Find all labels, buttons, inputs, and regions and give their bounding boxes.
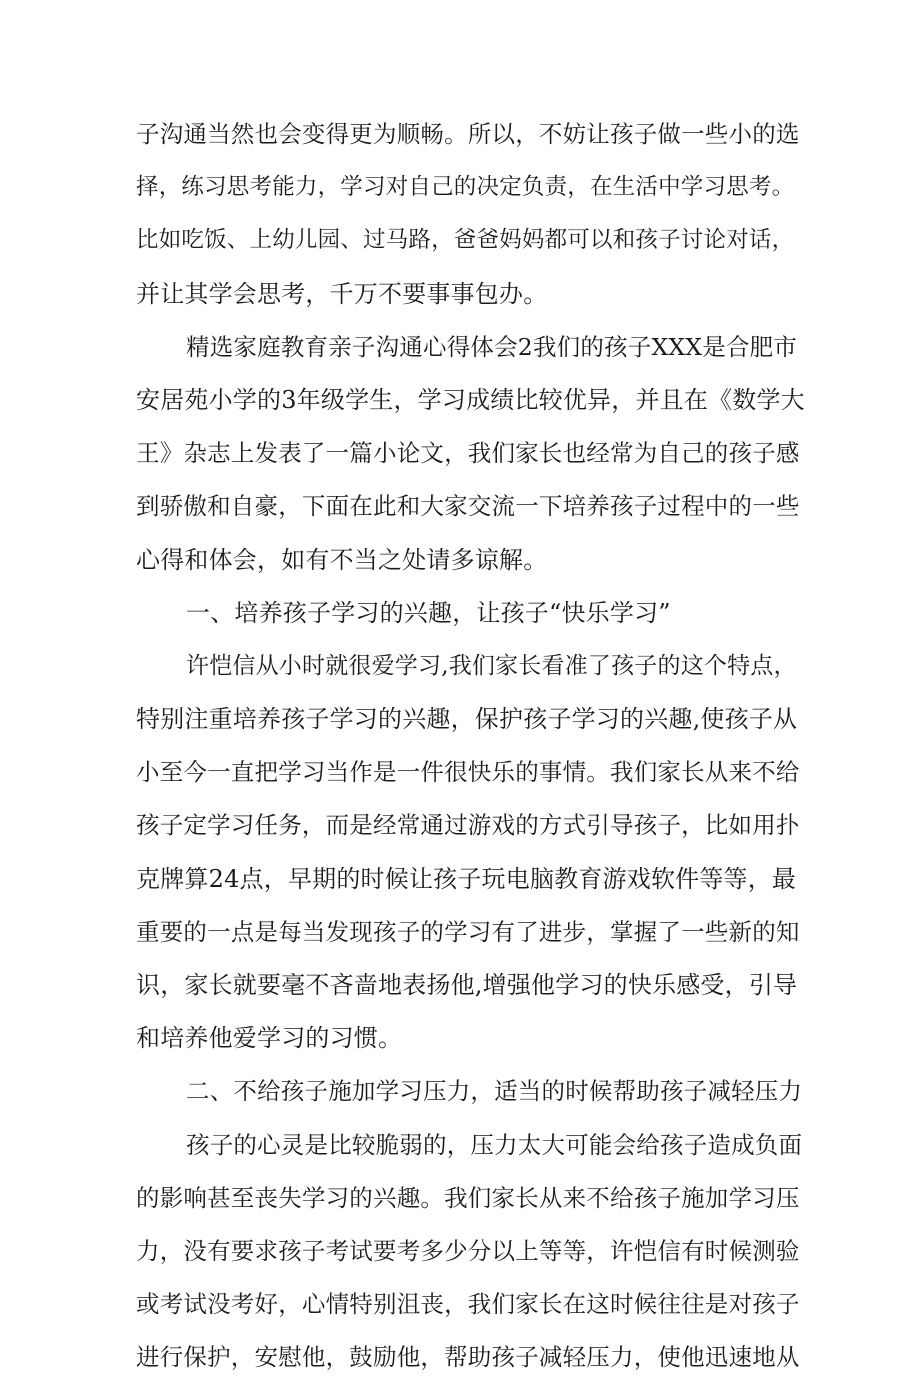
document-body xyxy=(136,108,808,1385)
text-line: 到骄傲和自豪，下面在此和大家交流一下培养孩子过程中的一些 xyxy=(136,492,800,521)
text-line: 识，家长就要毫不吝啬地表扬他,增强他学习的快乐感受，引导 xyxy=(136,971,798,999)
text-line: 心得和体会，如有不当之处请多谅解。 xyxy=(136,545,548,574)
text-line: 许恺信从小时就很爱学习,我们家长看准了孩子的这个特点， xyxy=(186,652,797,679)
text-line: 并让其学会思考，千万不要事事包办。 xyxy=(136,279,548,308)
text-line: 进行保护，安慰他，鼓励他，帮助孩子减轻压力，使他迅速地从 xyxy=(136,1343,800,1372)
text-line: 克牌算24点，早期的时候让孩子玩电脑教育游戏软件等等，最 xyxy=(136,864,797,893)
text-line: 小至今一直把学习当作是一件很快乐的事情。我们家长从来不给 xyxy=(136,758,800,787)
text-line: 或考试没考好，心情特别沮丧，我们家长在这时候往往是对孩子 xyxy=(136,1290,800,1319)
text-line: 一、培养孩子学习的兴趣，让孩子“快乐学习” xyxy=(186,598,671,627)
text-line: 特别注重培养孩子学习的兴趣，保护孩子学习的兴趣,使孩子从 xyxy=(136,705,798,734)
text-line: 安居苑小学的3年级学生，学习成绩比较优异，并且在《数学大 xyxy=(136,385,805,414)
text-line: 王》杂志上发表了一篇小论文，我们家长也经常为自己的孩子感 xyxy=(136,439,800,468)
text-line: 精选家庭教育亲子沟通心得体会2我们的孩子XXX是合肥市 xyxy=(186,332,798,361)
text-line: 比如吃饭、上幼儿园、过马路，爸爸妈妈都可以和孩子讨论对话， xyxy=(136,227,795,254)
text-line: 孩子的心灵是比较脆弱的，压力太大可能会给孩子造成负面 xyxy=(186,1130,803,1159)
text-line: 重要的一点是每当发现孩子的学习有了进步，掌握了一些新的知 xyxy=(136,917,800,946)
text-line: 力，没有要求孩子考试要考多少分以上等等，许恺信有时候测验 xyxy=(136,1236,800,1265)
text-line: 的影响甚至丧失学习的兴趣。我们家长从来不给孩子施加学习压 xyxy=(136,1183,800,1212)
text-line: 子沟通当然也会变得更为顺畅。所以，不妨让孩子做一些小的选 xyxy=(136,120,800,148)
text-line: 孩子定学习任务，而是经常通过游戏的方式引导孩子，比如用扑 xyxy=(136,811,800,840)
text-line: 择，练习思考能力，学习对自己的决定负责，在生活中学习思考。 xyxy=(136,174,795,201)
text-line: 和培养他爱学习的习惯。 xyxy=(136,1024,403,1053)
text-line: 二、不给孩子施加学习压力，适当的时候帮助孩子减轻压力 xyxy=(186,1077,803,1106)
